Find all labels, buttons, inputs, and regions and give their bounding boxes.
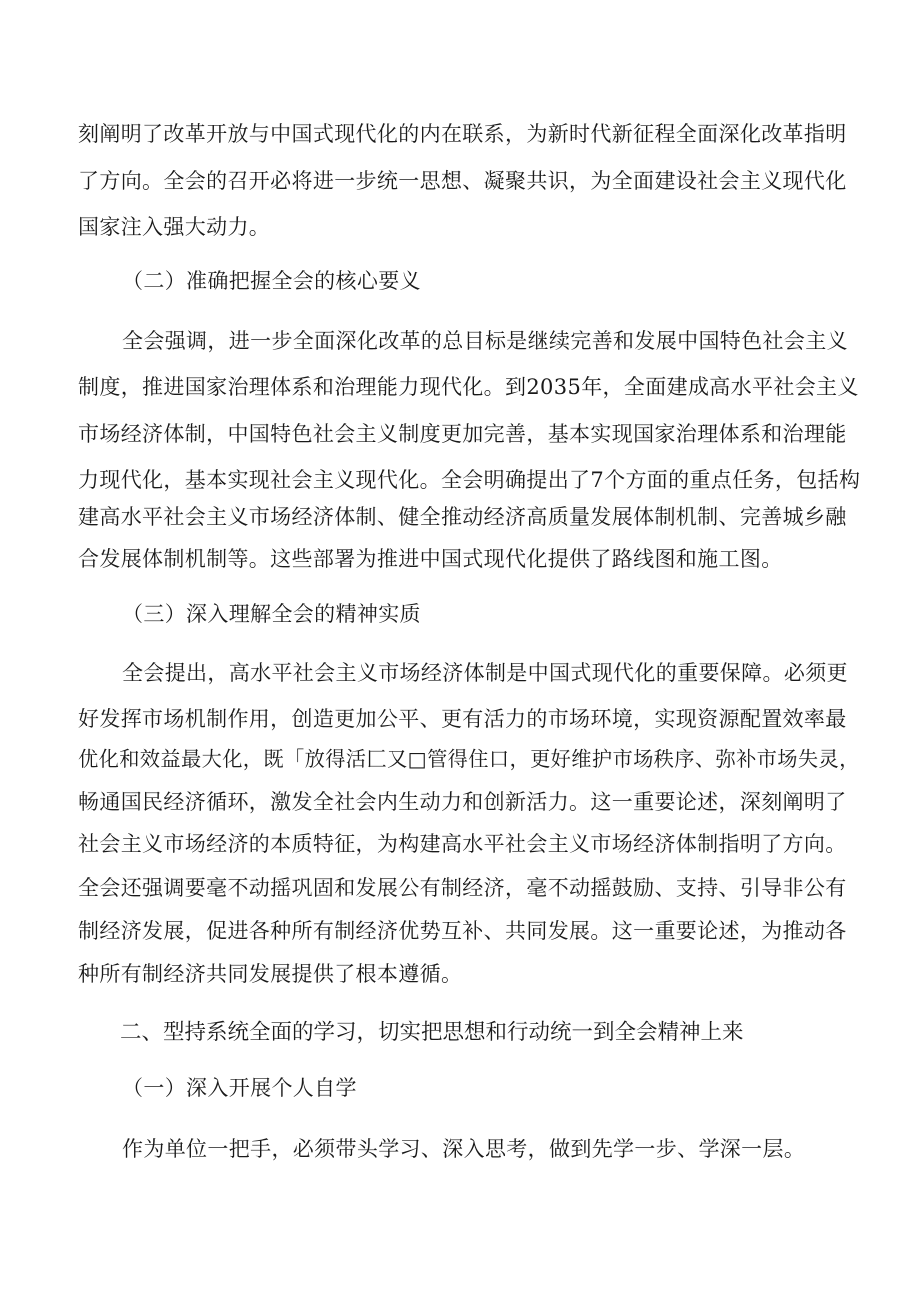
paragraph-line: 刻阐明了改革开放与中国式现代化的内在联系，为新时代新征程全面深化改革指明 <box>78 122 847 146</box>
section-subheading: （二）准确把握全会的核心要义 <box>122 269 421 293</box>
paragraph-line: 优化和效益最大化，既「放得活匚又□管得住口，更好维护市场秩序、弥补市场失灵， <box>78 747 860 771</box>
paragraph-line: 种所有制经济共同发展提供了根本遵循。 <box>78 962 463 986</box>
paragraph-line: 好发挥市场机制作用，创造更加公平、更有活力的市场环境，实现资源配置效率最 <box>78 707 847 731</box>
paragraph-line: 制经济发展，促进各种所有制经济优势互补、共同发展。这一重要论述，为推动各 <box>78 919 847 943</box>
paragraph-line: 力现代化，基本实现社会主义现代化。全会明确提出了7个方面的重点任务，包括构 <box>78 468 861 492</box>
paragraph-line: 全会强调，进一步全面深化改革的总目标是继续完善和发展中国特色社会主义 <box>122 329 848 353</box>
section-heading: 二、型持系统全面的学习，切实把思想和行动统一到全会精神上来 <box>120 1020 744 1045</box>
paragraph-line: 畅通国民经济循环，激发全社会内生动力和创新活力。这一重要论述，深刻阐明了 <box>78 790 847 814</box>
paragraph-line: 社会主义市场经济的本质特征，为构建高水平社会主义市场经济体制指明了方向。 <box>78 832 847 856</box>
section-subheading: （三）深入理解全会的精神实质 <box>122 602 421 626</box>
paragraph-line: 国家注入强大动力。 <box>78 215 271 239</box>
paragraph-line: 全会还强调要毫不动摇巩固和发展公有制经济，毫不动摇鼓励、支持、引导非公有 <box>78 876 847 900</box>
paragraph-line: 全会提出，高水平社会主义市场经济体制是中国式现代化的重要保障。必须更 <box>122 661 848 685</box>
section-subheading: （一）深入开展个人自学 <box>122 1076 357 1100</box>
paragraph-line: 合发展体制机制等。这些部署为推进中国式现代化提供了路线图和施工图。 <box>78 547 783 571</box>
paragraph-line: 建高水平社会主义市场经济体制、健全推动经济高质量发展体制机制、完善城乡融 <box>78 505 847 529</box>
paragraph-line: 了方向。全会的召开必将进一步统一思想、凝聚共识，为全面建设社会主义现代化 <box>78 169 847 193</box>
paragraph-line: 市场经济体制，中国特色社会主义制度更加完善，基本实现国家治理体系和治理能 <box>78 422 847 446</box>
paragraph-line: 制度，推进国家治理体系和治理能力现代化。到2035年，全面建成高水平社会主义 <box>78 375 859 399</box>
paragraph-line: 作为单位一把手，必须带头学习、深入思考，做到先学一步、学深一层。 <box>122 1137 806 1161</box>
